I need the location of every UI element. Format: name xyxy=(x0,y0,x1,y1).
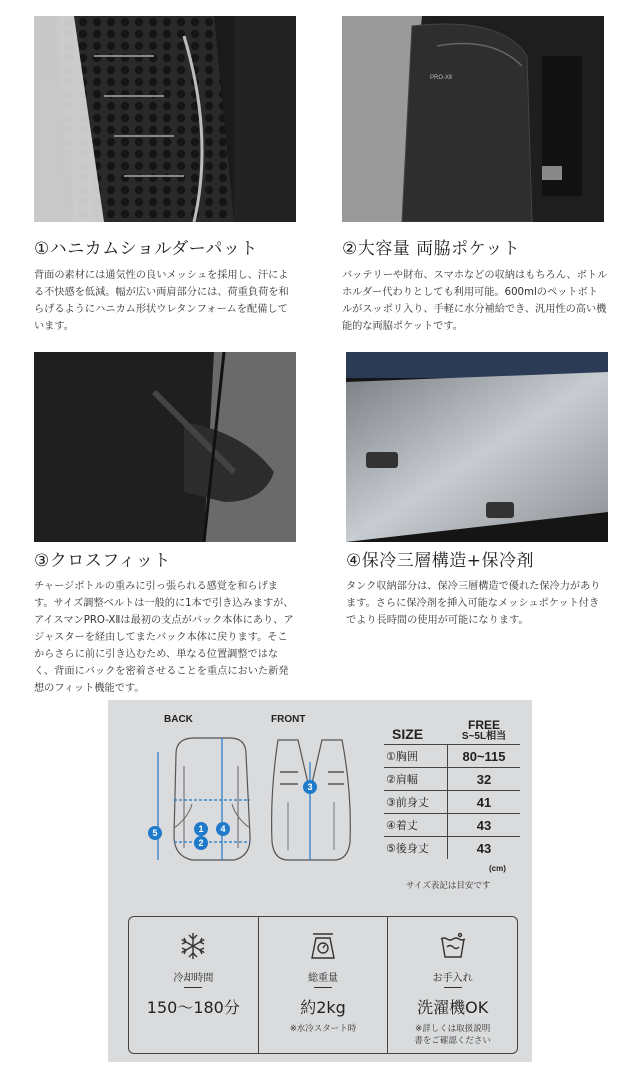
washing-icon-wrap xyxy=(388,931,517,961)
info-value: 約2kg xyxy=(300,998,346,1017)
marker-3: 3 xyxy=(303,780,317,794)
info-value: 洗濯機OK xyxy=(417,998,489,1017)
info-total-weight xyxy=(258,917,388,1053)
info-cooling-time xyxy=(129,917,258,1053)
scale-icon xyxy=(308,931,338,961)
row-value: 43 xyxy=(476,840,492,856)
free-header-cell xyxy=(448,720,520,744)
divider xyxy=(314,987,332,988)
info-note: ※水冷スタート時 xyxy=(289,1024,357,1034)
size-header: SIZE xyxy=(392,726,424,742)
back-label: BACK xyxy=(164,714,193,725)
info-care xyxy=(387,917,517,1053)
marker-5: 5 xyxy=(148,826,162,840)
photo-honeycomb-shoulder xyxy=(34,16,296,222)
row-value: 41 xyxy=(476,794,492,810)
table-row xyxy=(384,837,520,859)
snowflake-icon xyxy=(178,931,208,961)
table-row xyxy=(384,768,520,791)
row-label: ②肩幅 xyxy=(384,768,448,790)
spec-panel xyxy=(108,700,532,1062)
washing-icon xyxy=(438,931,468,961)
snowflake-icon-wrap xyxy=(129,931,258,961)
front-label: FRONT xyxy=(271,714,306,725)
row-value: 32 xyxy=(476,771,492,787)
size-table xyxy=(384,714,520,859)
table-row xyxy=(384,745,520,768)
photo-side-pocket xyxy=(342,16,604,222)
free-header: FREE xyxy=(467,718,500,732)
info-note: ※詳しくは取扱説明書をご確認ください xyxy=(414,1024,491,1046)
feature-text-3: チャージボトルの重みに引っ張られる感覚を和らげます。サイズ調整ベルトは一般的に1本で引き込みますが、アイスマンPRO-XⅡは最初の支点がバック本体にあり、アジャスターを経由してまたバック本体に戻ります。そこからさらに前に引き込むため、単なる位置調整ではなく、背面にバックを密着させることを重点においた新発想のフィット機能です。 xyxy=(34,581,294,694)
feature-text-4: タンク収納部分は、保冷三層構造で優れた保冷力があります。さらに保冷剤を挿入可能なメッシュポケット付きでより長時間の使用が可能になります。 xyxy=(346,581,601,626)
marker-1: 1 xyxy=(194,822,208,836)
feature-text-1: 背面の素材には通気性の良いメッシュを採用し、汗による不快感を低減。幅が広い両肩部分には、荷重負荷を和らげるようにハニカム形状ウレタンフォームを配備しています。 xyxy=(34,270,289,332)
scale-icon-wrap xyxy=(259,931,388,961)
free-subheader: S~5L相当 xyxy=(461,731,507,742)
feature-title-2: ②大容量 両脇ポケット xyxy=(342,239,521,259)
row-label: ③前身丈 xyxy=(384,791,448,813)
feature-text-2: バッテリーや財布、スマホなどの収納はもちろん、ボトルホルダー代わりとしても利用可能。600mlのペットボトルがスッポリ入り、手軽に水分補給でき、汎用性の高い機能的な両脇ポケットです。 xyxy=(342,270,608,332)
brand-logo: PRO-XⅡ xyxy=(430,75,452,81)
info-box xyxy=(128,916,518,1054)
info-value: 150〜180分 xyxy=(146,998,240,1017)
size-table-header xyxy=(384,714,520,745)
row-label: ④着丈 xyxy=(384,814,448,836)
size-diagram xyxy=(138,732,378,872)
feature-title-3: ③クロスフィット xyxy=(34,551,171,571)
feature-title-4: ④保冷三層構造+保冷剤 xyxy=(346,551,534,571)
size-note: サイズ表記は目安です xyxy=(406,881,491,891)
divider xyxy=(184,987,202,988)
row-label: ⑤後身丈 xyxy=(384,837,448,859)
feature-title-1: ①ハニカムショルダーパット xyxy=(34,239,258,259)
photo-cross-fit xyxy=(34,352,296,542)
unit-label: (cm) xyxy=(489,864,506,873)
table-row xyxy=(384,791,520,814)
info-label: 総重量 xyxy=(308,973,338,984)
table-row xyxy=(384,814,520,837)
row-value: 80~115 xyxy=(462,748,506,764)
photo-insulated-tank xyxy=(346,352,608,542)
divider xyxy=(444,987,462,988)
info-label: お手入れ xyxy=(432,973,473,984)
marker-4: 4 xyxy=(216,822,230,836)
row-value: 43 xyxy=(476,817,492,833)
row-label: ①胸囲 xyxy=(384,745,448,767)
marker-2: 2 xyxy=(194,836,208,850)
info-label: 冷却時間 xyxy=(173,973,214,984)
